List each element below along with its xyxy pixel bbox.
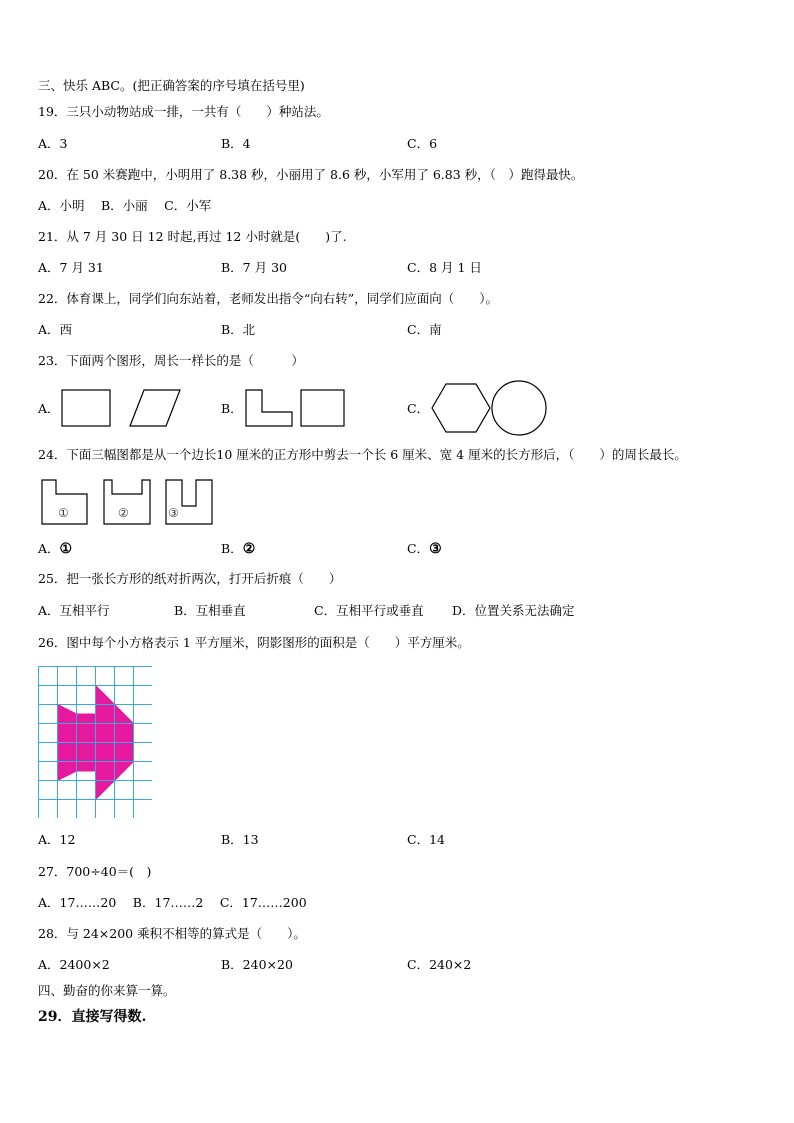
q24-caption-3: ③	[168, 506, 179, 520]
q28-option-a[interactable]: A．2400×2	[38, 957, 110, 972]
l-shape	[246, 390, 292, 426]
question-19: 19．三只小动物站成一排，一共有（ ）种站法。	[38, 104, 329, 119]
q24-option-a[interactable]	[38, 541, 72, 557]
circle-shape	[492, 381, 546, 435]
q28-option-b[interactable]: B．240×20	[221, 957, 293, 972]
question-21: 21．从 7 月 30 日 12 时起,再过 12 小时就是( )了.	[38, 229, 347, 244]
q25-option-c[interactable]: C．互相平行或垂直	[314, 603, 424, 618]
q23-option-b[interactable]: B．	[221, 401, 243, 416]
q25-option-b[interactable]: B．互相垂直	[174, 603, 246, 618]
q24-c-label: C．	[407, 541, 430, 556]
q26-grid-figure	[38, 666, 152, 818]
parallelogram-shape	[130, 390, 180, 426]
rectangle-shape	[301, 390, 344, 426]
q23-option-c[interactable]: C．	[407, 401, 430, 416]
q23-figure-b	[244, 388, 348, 430]
hexagon-shape	[432, 384, 490, 432]
q20-options[interactable]: A．小明 B．小丽 C．小军	[38, 198, 212, 213]
q24-c-symbol: ③	[429, 541, 442, 557]
q19-option-a[interactable]: A．3	[38, 136, 68, 151]
q26-option-a[interactable]: A．12	[38, 832, 76, 847]
question-27: 27．700÷40＝( )	[38, 864, 152, 879]
question-23: 23．下面两个图形，周长一样长的是（ ）	[38, 353, 304, 368]
section-3-heading: 三、快乐 ABC。(把正确答案的序号填在括号里)	[38, 78, 305, 93]
question-28: 28．与 24×200 乘积不相等的算式是（ ）。	[38, 926, 306, 941]
q27-options[interactable]: A．17……20 B．17……2 C．17……200	[38, 895, 307, 910]
question-24: 24．下面三幅图都是从一个边长10 厘米的正方形中剪去一个长 6 厘米、宽 4 厘米的长方形后，（ ）的周长最长。	[38, 447, 687, 462]
q24-b-symbol: ②	[242, 541, 256, 557]
q22-option-c[interactable]: C．南	[407, 322, 442, 337]
question-29: 29．直接写得数.	[38, 1009, 147, 1025]
q28-option-c[interactable]: C．240×2	[407, 957, 472, 972]
question-20: 20．在 50 米赛跑中，小明用了 8.38 秒，小丽用了 8.6 秒，小军用了 6.83 秒，（ ）跑得最快。	[38, 167, 584, 182]
q24-caption-2: ②	[118, 506, 129, 520]
section-4-heading: 四、勤奋的你来算一算。	[38, 983, 176, 998]
q21-option-c[interactable]: C．8 月 1 日	[407, 260, 482, 275]
question-25: 25．把一张长方形的纸对折两次，打开后折痕（ ）	[38, 571, 342, 586]
q24-figures	[40, 478, 216, 528]
q24-b-label: B．	[221, 541, 243, 556]
q22-option-a[interactable]: A．西	[38, 322, 73, 337]
q26-option-b[interactable]: B．13	[221, 832, 259, 847]
q23-option-a[interactable]: A．	[38, 401, 60, 416]
q19-option-b[interactable]: B．4	[221, 136, 251, 151]
q25-option-d[interactable]: D．位置关系无法确定	[452, 603, 575, 618]
q24-a-symbol: ①	[59, 541, 73, 557]
q26-option-c[interactable]: C．14	[407, 832, 445, 847]
q23-figure-c	[430, 380, 550, 436]
q24-a-label: A．	[38, 541, 60, 556]
question-22: 22．体育课上，同学们向东站着，老师发出指令“向右转”，同学们应面向（ ）。	[38, 291, 498, 306]
square-shape	[62, 390, 110, 426]
q21-option-a[interactable]: A．7 月 31	[38, 260, 104, 275]
q19-option-c[interactable]: C．6	[407, 136, 438, 151]
q24-option-c[interactable]	[407, 541, 442, 557]
q24-caption-1: ①	[58, 506, 69, 520]
q23-figure-a	[60, 388, 184, 430]
q25-option-a[interactable]: A．互相平行	[38, 603, 110, 618]
grid-lines	[39, 667, 153, 819]
question-26: 26．图中每个小方格表示 1 平方厘米，阴影图形的面积是（ ）平方厘米。	[38, 635, 470, 650]
q21-option-b[interactable]: B．7 月 30	[221, 260, 287, 275]
q22-option-b[interactable]: B．北	[221, 322, 256, 337]
q24-option-b[interactable]	[221, 541, 255, 557]
